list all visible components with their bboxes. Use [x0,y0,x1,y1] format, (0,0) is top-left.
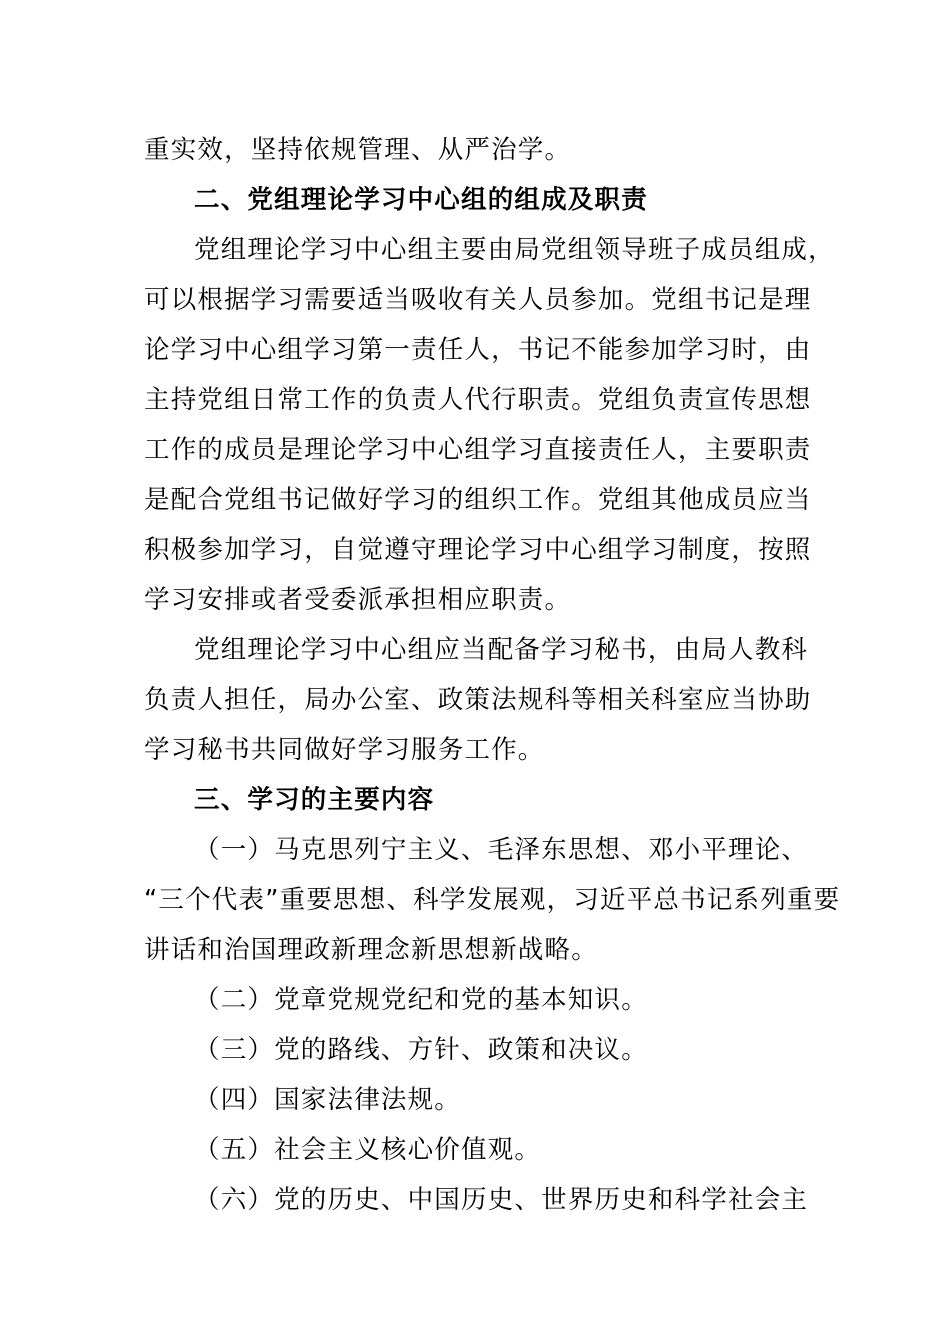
body-text-line: 党组理论学习中心组应当配备学习秘书，由局人教科 [194,635,809,665]
body-text-line: 学习安排或者受委派承担相应职责。 [144,585,572,615]
body-text-line: 工作的成员是理论学习中心组学习直接责任人，主要职责 [144,435,812,465]
body-text-line: 是配合党组书记做好学习的组织工作。党组其他成员应当 [144,485,812,515]
body-text-line: 可以根据学习需要适当吸收有关人员参加。党组书记是理 [144,285,812,315]
body-text-line: 重实效，坚持依规管理、从严治学。 [144,135,572,165]
body-text-line: 党组理论学习中心组主要由局党组领导班子成员组成， [194,235,835,265]
body-text-line: 负责人担任，局办公室、政策法规科等相关科室应当协助 [144,685,812,715]
body-text-line: “三个代表”重要思想、科学发展观，习近平总书记系列重要 [144,885,841,915]
list-item: （三）党的路线、方针、政策和决议。 [194,1035,648,1065]
body-text-line: 讲话和治国理政新理念新思想新战略。 [144,935,598,965]
body-text-line: 学习秘书共同做好学习服务工作。 [144,735,545,765]
list-item: （二）党章党规党纪和党的基本知识。 [194,985,648,1015]
section-heading-2: 二、党组理论学习中心组的组成及职责 [194,185,648,215]
body-text-line: 主持党组日常工作的负责人代行职责。党组负责宣传思想 [144,385,812,415]
list-item: （一）马克思列宁主义、毛泽东思想、邓小平理论、 [194,835,809,865]
body-text-line: 论学习中心组学习第一责任人，书记不能参加学习时，由 [144,335,812,365]
body-text-line: 积极参加学习，自觉遵守理论学习中心组学习制度，按照 [144,535,812,565]
list-item: （六）党的历史、中国历史、世界历史和科学社会主 [194,1185,809,1215]
list-item: （五）社会主义核心价值观。 [194,1135,542,1165]
list-item: （四）国家法律法规。 [194,1085,462,1115]
section-heading-3: 三、学习的主要内容 [194,785,435,815]
